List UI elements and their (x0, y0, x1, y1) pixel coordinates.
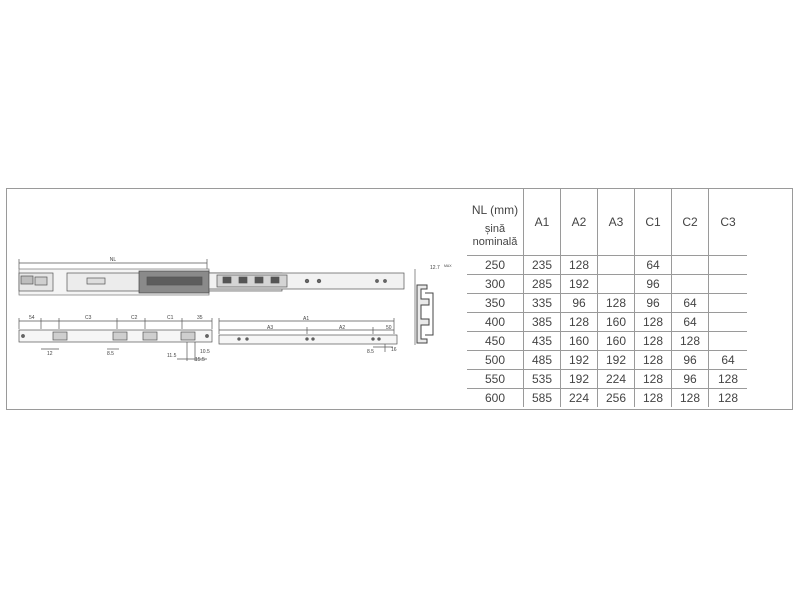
dim-35-label: 35 (197, 315, 203, 321)
cell: 256 (598, 389, 635, 408)
cell: 128 (561, 256, 598, 275)
cell: 600 (467, 389, 524, 408)
cell: 96 (561, 294, 598, 313)
dim-8-5-label: 8.5 (107, 351, 114, 357)
cell: 224 (598, 370, 635, 389)
cell: 450 (467, 332, 524, 351)
height-label: 12.7 (430, 265, 440, 271)
cell: 535 (524, 370, 561, 389)
dimensions-table (467, 189, 747, 407)
dim-12-label: 12 (47, 351, 53, 357)
cell: 64 (635, 256, 672, 275)
cell: 585 (524, 389, 561, 408)
cell: 128 (561, 313, 598, 332)
header-a2: A2 (561, 189, 598, 256)
cell: 128 (709, 389, 748, 408)
cell: 128 (672, 332, 709, 351)
cell: 128 (709, 370, 748, 389)
a2-label: A2 (339, 325, 346, 331)
dim-54-label: 54 (29, 315, 35, 321)
a3-label: A3 (267, 325, 274, 331)
table-row (467, 389, 747, 408)
cell: 550 (467, 370, 524, 389)
cell: 250 (467, 256, 524, 275)
table-row (467, 370, 747, 389)
header-c3: C3 (709, 189, 748, 256)
dim-11-5-label: 11.5 (167, 353, 177, 359)
cell: 96 (672, 351, 709, 370)
dim-16-label: 16 (391, 347, 397, 353)
dim-50-label: 50 (386, 325, 392, 331)
dim-8-5-b-label: 8.5 (367, 349, 374, 355)
cell: 64 (672, 294, 709, 313)
cell: 160 (561, 332, 598, 351)
cell: 128 (635, 351, 672, 370)
cell: 128 (635, 389, 672, 408)
table-row (467, 275, 747, 294)
cell: 96 (635, 275, 672, 294)
a1-label: A1 (303, 316, 310, 322)
technical-sheet (6, 188, 793, 410)
extended-slide-view (19, 259, 404, 295)
cell: 160 (598, 332, 635, 351)
header-a3: A3 (598, 189, 635, 256)
cell: 128 (672, 389, 709, 408)
cell: 128 (635, 332, 672, 351)
cell (709, 294, 748, 313)
cell (598, 275, 635, 294)
header-c2: C2 (672, 189, 709, 256)
cell: 500 (467, 351, 524, 370)
table-row (467, 313, 747, 332)
header-nl: NL (mm) șină nominală (467, 189, 524, 256)
c2-label: C2 (131, 315, 138, 321)
cell: 400 (467, 313, 524, 332)
cell: 224 (561, 389, 598, 408)
table-row (467, 351, 747, 370)
cell: 64 (672, 313, 709, 332)
cell: 192 (561, 351, 598, 370)
cell: 385 (524, 313, 561, 332)
cell (709, 313, 748, 332)
cell: 64 (709, 351, 748, 370)
cell: 96 (672, 370, 709, 389)
cell: 285 (524, 275, 561, 294)
cell: 192 (598, 351, 635, 370)
nl-dimension-label: NL (109, 257, 117, 263)
cell: 96 (635, 294, 672, 313)
cell: 128 (635, 313, 672, 332)
table-row (467, 332, 747, 351)
cell: 435 (524, 332, 561, 351)
cell (709, 256, 748, 275)
cell: 335 (524, 294, 561, 313)
cell: 128 (598, 294, 635, 313)
height-sup-label: MAX (444, 264, 452, 268)
table-row (467, 294, 747, 313)
cell (709, 332, 748, 351)
table-header-row (467, 189, 747, 256)
cell: 128 (635, 370, 672, 389)
cell: 485 (524, 351, 561, 370)
cell: 350 (467, 294, 524, 313)
cell (709, 275, 748, 294)
slide-cross-section (415, 269, 433, 345)
cell: 300 (467, 275, 524, 294)
cell (672, 256, 709, 275)
dim-15-5-label: 15.5 (195, 357, 205, 363)
cell (672, 275, 709, 294)
drawer-member-view (219, 318, 397, 352)
cell: 192 (561, 275, 598, 294)
drawer-slide-drawings (7, 189, 467, 411)
c3-label: C3 (85, 315, 92, 321)
header-c1: C1 (635, 189, 672, 256)
cell: 235 (524, 256, 561, 275)
cell: 192 (561, 370, 598, 389)
header-a1: A1 (524, 189, 561, 256)
c1-label: C1 (167, 315, 174, 321)
cell: 160 (598, 313, 635, 332)
cell (598, 256, 635, 275)
dim-10-5-label: 10.5 (200, 349, 210, 355)
table-row (467, 256, 747, 275)
